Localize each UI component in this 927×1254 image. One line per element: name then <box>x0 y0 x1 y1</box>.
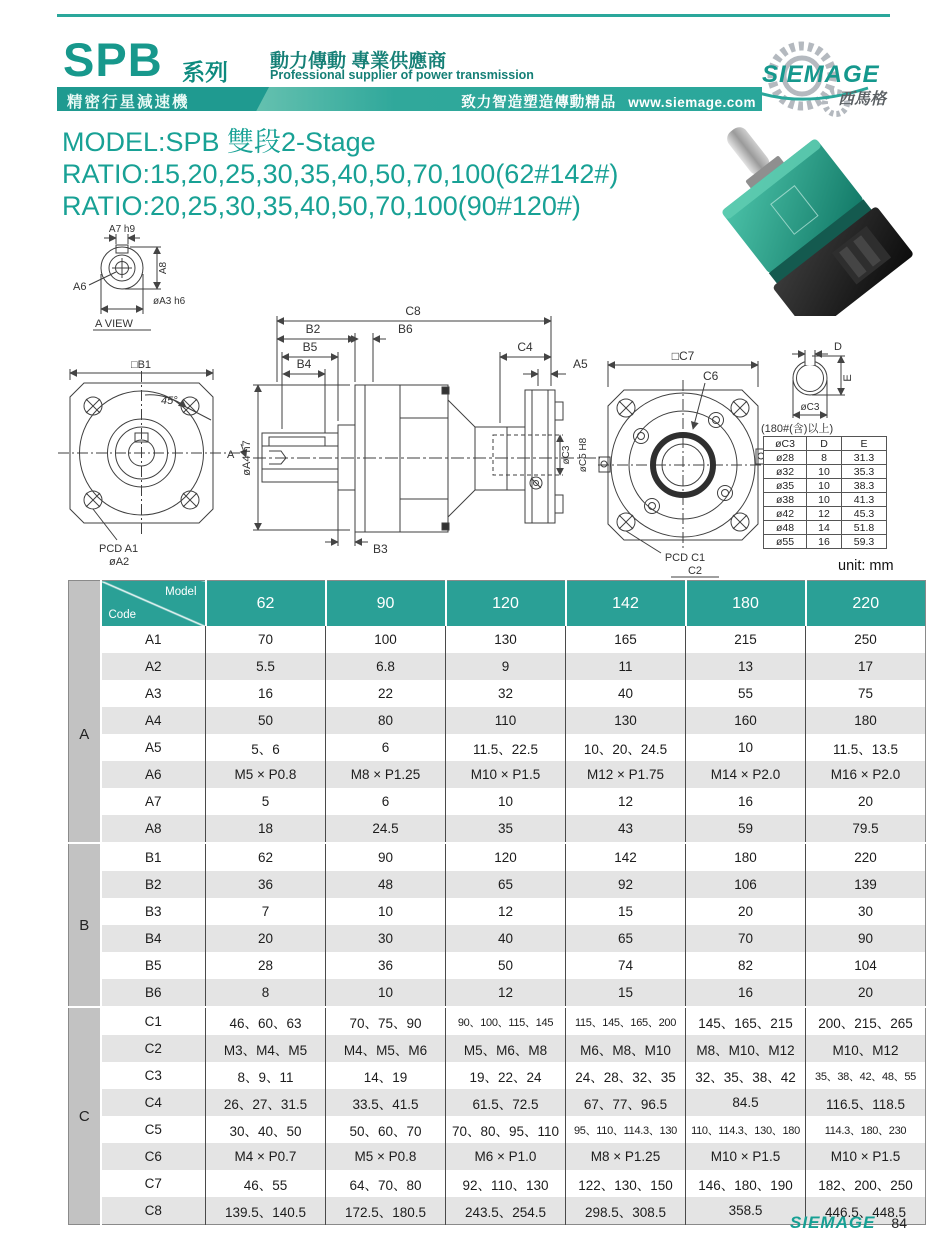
model-ratio-block <box>62 126 618 222</box>
table-row <box>69 925 926 952</box>
cell-value: 26、27、31.5 <box>206 1089 326 1116</box>
banner <box>57 87 762 111</box>
row-code: C5 <box>101 1116 206 1143</box>
cell-value: 55 <box>686 680 806 707</box>
cell-value: 10 <box>326 898 446 925</box>
cell-value: 104 <box>806 952 926 979</box>
cell-value: 145、165、215 <box>686 1007 806 1035</box>
corner-model-label: Model <box>165 586 197 598</box>
table-row <box>69 843 926 871</box>
cell-value: 50 <box>206 707 326 734</box>
table-row <box>69 1062 926 1089</box>
cell-value: 75 <box>806 680 926 707</box>
cell-value: 250 <box>806 626 926 653</box>
dim-b5-label: B5 <box>302 340 318 354</box>
row-code: A3 <box>101 680 206 707</box>
group-label-B: B <box>69 843 101 1007</box>
row-code: B2 <box>101 871 206 898</box>
tagline-en: Professional supplier of power transmission <box>270 68 534 82</box>
mini-row <box>764 535 887 549</box>
dim-c4-label: C4 <box>517 340 533 354</box>
column-header-142: 142 <box>566 581 686 627</box>
dim-b6-label: B6 <box>398 322 413 336</box>
cell-value: 74 <box>566 952 686 979</box>
table-row <box>69 952 926 979</box>
banner-right-label <box>461 91 756 112</box>
mini-cell: ø48 <box>764 521 807 535</box>
mini-header-cell: D <box>807 437 842 451</box>
cell-value: 182、200、250 <box>806 1170 926 1197</box>
row-code: C3 <box>101 1062 206 1089</box>
cell-value: 28 <box>206 952 326 979</box>
row-code: B6 <box>101 979 206 1007</box>
table-row <box>69 979 926 1007</box>
dim-c2-label: C2 <box>687 565 703 577</box>
mini-cell: 35.3 <box>842 465 887 479</box>
cell-value: 8、9、11 <box>206 1062 326 1089</box>
row-code: B3 <box>101 898 206 925</box>
banner-slogan: 致力智造塑造傳動精品 <box>461 95 617 111</box>
cell-value: 130 <box>446 626 566 653</box>
cell-value: 12 <box>446 898 566 925</box>
cell-value: 50、60、70 <box>326 1116 446 1143</box>
cell-value: 11 <box>566 653 686 680</box>
cell-value: 6 <box>326 734 446 761</box>
mini-cell: 14 <box>807 521 842 535</box>
cell-value: 20 <box>806 788 926 815</box>
mini-header-row <box>764 437 887 451</box>
cell-value: 70、80、95、110 <box>446 1116 566 1143</box>
cell-value: 20 <box>806 979 926 1007</box>
rear-flange-drawing <box>598 349 768 577</box>
mini-row <box>764 521 887 535</box>
cell-value: 30 <box>806 898 926 925</box>
cell-value: 65 <box>566 925 686 952</box>
table-row <box>69 1089 926 1116</box>
cell-value: 6 <box>326 788 446 815</box>
table-row <box>69 1143 926 1170</box>
cell-value: 142 <box>566 843 686 871</box>
cell-value: M16 × P2.0 <box>806 761 926 788</box>
cell-value: 92 <box>566 871 686 898</box>
cell-value: 95、110、114.3、130 <box>566 1116 686 1143</box>
cell-value: M10 × P1.5 <box>806 1143 926 1170</box>
cell-value: 32 <box>446 680 566 707</box>
ratio-line-1: RATIO:15,20,25,30,35,40,50,70,100(62#142#) <box>62 159 619 189</box>
dim-c8-label: C8 <box>405 304 421 318</box>
footer-logo: SIEMAGE <box>790 1213 876 1232</box>
cell-value: 18 <box>206 815 326 843</box>
cell-value: M5、M6、M8 <box>446 1035 566 1062</box>
cell-value: 82 <box>686 952 806 979</box>
cell-value: 61.5、72.5 <box>446 1089 566 1116</box>
row-code: A8 <box>101 815 206 843</box>
cell-value: 20 <box>686 898 806 925</box>
cell-value: 146、180、190 <box>686 1170 806 1197</box>
group-label-A: A <box>69 626 101 843</box>
cell-value: 90 <box>806 925 926 952</box>
shaft-ring-table <box>763 436 887 549</box>
cell-value: 90 <box>326 843 446 871</box>
model-line: MODEL:SPB 雙段2-Stage <box>62 127 376 157</box>
dia-a2-label: øA2 <box>109 556 130 568</box>
a-view-drawing <box>73 224 186 330</box>
cell-value: 62 <box>206 843 326 871</box>
cell-value: 243.5、254.5 <box>446 1197 566 1225</box>
mini-cell: 10 <box>807 493 842 507</box>
cell-value: 14、19 <box>326 1062 446 1089</box>
cell-value: 7 <box>206 898 326 925</box>
cell-value: 16 <box>686 979 806 1007</box>
cell-value: M10、M12 <box>806 1035 926 1062</box>
dim-a8-label: A8 <box>158 261 169 275</box>
banner-left-label: 精密行星減速機 <box>67 94 190 111</box>
main-table-body <box>69 626 926 1225</box>
cell-value: 59 <box>686 815 806 843</box>
cell-value: 106 <box>686 871 806 898</box>
cell-value: 10 <box>326 979 446 1007</box>
a-view-title: A VIEW <box>95 318 133 330</box>
cell-value: 100 <box>326 626 446 653</box>
cell-value: M5 × P0.8 <box>326 1143 446 1170</box>
row-code: A2 <box>101 653 206 680</box>
cell-value: 70 <box>206 626 326 653</box>
mini-cell: ø32 <box>764 465 807 479</box>
mini-cell: 10 <box>807 479 842 493</box>
footer <box>790 1213 907 1233</box>
section-a-label: A <box>227 449 235 461</box>
table-header-row <box>69 581 926 627</box>
row-code: A7 <box>101 788 206 815</box>
cell-value: 16 <box>686 788 806 815</box>
cell-value: 64、70、80 <box>326 1170 446 1197</box>
cell-value: 90、100、115、145 <box>446 1007 566 1035</box>
cell-value: 35、38、42、48、55 <box>806 1062 926 1089</box>
cell-value: M3、M4、M5 <box>206 1035 326 1062</box>
cell-value: 11.5、13.5 <box>806 734 926 761</box>
mini-row <box>764 493 887 507</box>
angle-45-label: 45° <box>161 395 178 407</box>
cell-value: 16 <box>206 680 326 707</box>
row-code: C8 <box>101 1197 206 1225</box>
cell-value: 30 <box>326 925 446 952</box>
series-suffix: 系列 <box>182 59 228 85</box>
dim-c3-key-label: øC3 <box>800 402 820 413</box>
cell-value: 50 <box>446 952 566 979</box>
dim-b3-label: B3 <box>373 542 388 556</box>
cell-value: 22 <box>326 680 446 707</box>
group-header-cell <box>69 581 101 627</box>
mini-cell: ø55 <box>764 535 807 549</box>
cell-value: 215 <box>686 626 806 653</box>
row-code: A5 <box>101 734 206 761</box>
mini-cell: ø35 <box>764 479 807 493</box>
cell-value: M4、M5、M6 <box>326 1035 446 1062</box>
table-row <box>69 653 926 680</box>
cell-value: 92、110、130 <box>446 1170 566 1197</box>
cell-value: 165 <box>566 626 686 653</box>
cell-value: 13 <box>686 653 806 680</box>
cell-value: 110、114.3、130、180 <box>686 1116 806 1143</box>
table-row <box>69 898 926 925</box>
mini-cell: 12 <box>807 507 842 521</box>
cell-value: 116.5、118.5 <box>806 1089 926 1116</box>
mini-row <box>764 507 887 521</box>
cell-value: 115、145、165、200 <box>566 1007 686 1035</box>
row-code: A4 <box>101 707 206 734</box>
dim-b4-label: B4 <box>296 357 312 371</box>
cell-value: 139.5、140.5 <box>206 1197 326 1225</box>
cell-value: M10 × P1.5 <box>686 1143 806 1170</box>
cell-value: 70、75、90 <box>326 1007 446 1035</box>
cell-value: 17 <box>806 653 926 680</box>
ratio-line-2: RATIO:20,25,30,35,40,50,70,100(90#120#) <box>62 191 581 221</box>
dim-a6-label: A6 <box>73 281 87 293</box>
mini-cell: ø38 <box>764 493 807 507</box>
dim-b1-label: □B1 <box>130 359 152 371</box>
page-number: 84 <box>891 1215 907 1231</box>
cell-value: 10 <box>686 734 806 761</box>
row-code: C7 <box>101 1170 206 1197</box>
unit-label: unit: mm <box>838 558 894 574</box>
cell-value: 172.5、180.5 <box>326 1197 446 1225</box>
mini-header-cell: øC3 <box>764 437 807 451</box>
cell-value: 48 <box>326 871 446 898</box>
row-code: C1 <box>101 1007 206 1035</box>
cell-value: 5、6 <box>206 734 326 761</box>
mini-cell: 59.3 <box>842 535 887 549</box>
row-code: B5 <box>101 952 206 979</box>
cell-value: 32、35、38、42 <box>686 1062 806 1089</box>
series-title: SPB <box>63 33 163 86</box>
cell-value: 10 <box>446 788 566 815</box>
mini-cell: 8 <box>807 451 842 465</box>
cell-value: 24、28、32、35 <box>566 1062 686 1089</box>
cell-value: 358.5 <box>686 1197 806 1225</box>
cell-value: M5 × P0.8 <box>206 761 326 788</box>
mini-table-caption: (180#(含)以上) <box>761 423 834 435</box>
table-row <box>69 707 926 734</box>
row-code: A6 <box>101 761 206 788</box>
cell-value: 36 <box>206 871 326 898</box>
table-row <box>69 815 926 843</box>
dim-a3-label: øA3 h6 <box>153 296 186 307</box>
cell-value: 180 <box>686 843 806 871</box>
dim-a4-label: øA4 h7 <box>241 440 253 476</box>
mini-row <box>764 479 887 493</box>
cell-value: 220 <box>806 843 926 871</box>
mini-cell: 31.3 <box>842 451 887 465</box>
table-row <box>69 1116 926 1143</box>
cell-value: 8 <box>206 979 326 1007</box>
column-header-90: 90 <box>326 581 446 627</box>
table-row <box>69 1170 926 1197</box>
dim-c3-side-label: øC3 <box>561 445 572 465</box>
cell-value: M12 × P1.75 <box>566 761 686 788</box>
logo-wordmark: SIEMAGE <box>762 61 880 88</box>
group-label-C: C <box>69 1007 101 1225</box>
mini-cell: 45.3 <box>842 507 887 521</box>
top-divider <box>57 14 890 17</box>
cell-value: 19、22、24 <box>446 1062 566 1089</box>
row-code: C2 <box>101 1035 206 1062</box>
cell-value: 84.5 <box>686 1089 806 1116</box>
mini-cell: ø42 <box>764 507 807 521</box>
cell-value: 40 <box>566 680 686 707</box>
table-row <box>69 1035 926 1062</box>
mini-cell: 41.3 <box>842 493 887 507</box>
column-header-62: 62 <box>206 581 326 627</box>
cell-value: 33.5、41.5 <box>326 1089 446 1116</box>
cell-value: 36 <box>326 952 446 979</box>
corner-code-label: Code <box>108 609 136 621</box>
cell-value: 6.8 <box>326 653 446 680</box>
cell-value: 180 <box>806 707 926 734</box>
cell-value: M8 × P1.25 <box>566 1143 686 1170</box>
cell-value: 11.5、22.5 <box>446 734 566 761</box>
cell-value: 70 <box>686 925 806 952</box>
cell-value: 65 <box>446 871 566 898</box>
tagline-zh: 動力傳動 專業供應商 <box>270 51 447 72</box>
mini-table-body <box>764 437 887 549</box>
cell-value: M6、M8、M10 <box>566 1035 686 1062</box>
cell-value: 200、215、265 <box>806 1007 926 1035</box>
table-row <box>69 788 926 815</box>
table-row <box>69 761 926 788</box>
pcd-c1-label: PCD C1 <box>664 552 706 564</box>
dim-c6-label: C6 <box>703 369 719 383</box>
cell-value: 79.5 <box>806 815 926 843</box>
cell-value: M14 × P2.0 <box>686 761 806 788</box>
cell-value: 43 <box>566 815 686 843</box>
cell-value: 130 <box>566 707 686 734</box>
dim-c5-label: øC5 H8 <box>578 437 589 473</box>
cell-value: 35 <box>446 815 566 843</box>
cell-value: 67、77、96.5 <box>566 1089 686 1116</box>
dim-a7-label: A7 h9 <box>108 224 136 235</box>
table-row <box>69 680 926 707</box>
logo-chinese: 西馬格 <box>838 91 887 108</box>
cell-value: 122、130、150 <box>566 1170 686 1197</box>
company-logo <box>740 32 915 122</box>
cell-value: 446.5、448.5 <box>806 1197 926 1225</box>
cell-value: 80 <box>326 707 446 734</box>
cell-value: 139 <box>806 871 926 898</box>
mini-cell: ø28 <box>764 451 807 465</box>
row-code: B4 <box>101 925 206 952</box>
cell-value: 40 <box>446 925 566 952</box>
mini-header-cell: E <box>842 437 887 451</box>
column-header-180: 180 <box>686 581 806 627</box>
cell-value: M8 × P1.25 <box>326 761 446 788</box>
cell-value: M10 × P1.5 <box>446 761 566 788</box>
cell-value: 20 <box>206 925 326 952</box>
cell-value: 30、40、50 <box>206 1116 326 1143</box>
dim-b2-label: B2 <box>305 322 321 336</box>
cell-value: 5 <box>206 788 326 815</box>
cell-value: 46、55 <box>206 1170 326 1197</box>
row-code: C6 <box>101 1143 206 1170</box>
cell-value: M8、M10、M12 <box>686 1035 806 1062</box>
table-row <box>69 626 926 653</box>
cell-value: 15 <box>566 979 686 1007</box>
cell-value: 110 <box>446 707 566 734</box>
cell-value: 120 <box>446 843 566 871</box>
front-flange-drawing <box>58 359 246 568</box>
mini-cell: 51.8 <box>842 521 887 535</box>
column-header-120: 120 <box>446 581 566 627</box>
cell-value: 298.5、308.5 <box>566 1197 686 1225</box>
side-view-drawing <box>241 304 600 556</box>
pcd-a1-label: PCD A1 <box>99 543 139 555</box>
dim-c7-label: □C7 <box>671 349 695 363</box>
cell-value: 160 <box>686 707 806 734</box>
cell-value: M6 × P1.0 <box>446 1143 566 1170</box>
cell-value: 114.3、180、230 <box>806 1116 926 1143</box>
cell-value: 12 <box>446 979 566 1007</box>
row-code: B1 <box>101 843 206 871</box>
website-url: www.siemage.com <box>628 95 756 110</box>
row-code: C4 <box>101 1089 206 1116</box>
model-code-corner <box>101 581 206 627</box>
row-code: A1 <box>101 626 206 653</box>
column-header-220: 220 <box>806 581 926 627</box>
cell-value: 9 <box>446 653 566 680</box>
dim-d-label: D <box>834 341 842 353</box>
table-row <box>69 871 926 898</box>
cell-value: 15 <box>566 898 686 925</box>
cell-value: 5.5 <box>206 653 326 680</box>
dim-a5-label: A5 <box>573 357 588 371</box>
mini-row <box>764 451 887 465</box>
mini-cell: 38.3 <box>842 479 887 493</box>
mini-cell: 10 <box>807 465 842 479</box>
mini-cell: 16 <box>807 535 842 549</box>
key-detail-drawing <box>792 341 854 418</box>
dimension-table <box>68 580 926 1225</box>
table-row <box>69 734 926 761</box>
table-row <box>69 1007 926 1035</box>
cell-value: M4 × P0.7 <box>206 1143 326 1170</box>
dim-e-label: E <box>842 374 854 382</box>
cell-value: 12 <box>566 788 686 815</box>
cell-value: 24.5 <box>326 815 446 843</box>
cell-value: 46、60、63 <box>206 1007 326 1035</box>
mini-row <box>764 465 887 479</box>
cell-value: 10、20、24.5 <box>566 734 686 761</box>
